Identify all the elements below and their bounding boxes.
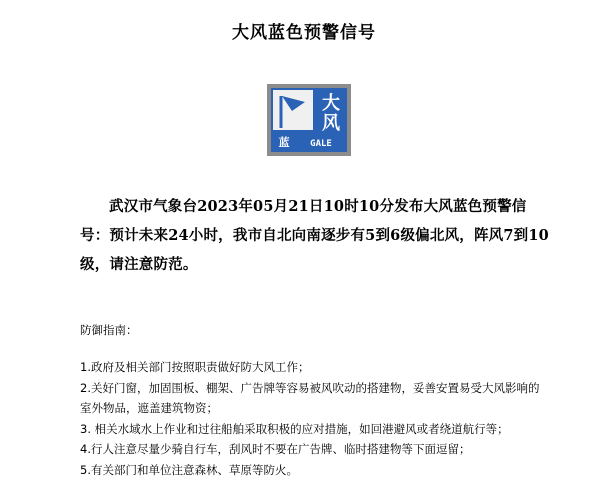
guide-item: 1.政府及相关部门按照职责做好防大风工作； (80, 360, 310, 374)
warning-announcement: 武汉市气象台2023年05月21日10时10分发布大风蓝色预警信号：预计未来24小时，我市自北向南逐步有5到6级偏北风，阵风7到10级，请注意防范。 (80, 198, 549, 273)
icon-char-da: 大 (322, 93, 340, 114)
icon-english-label: GALE (310, 139, 332, 149)
icon-char-feng: 风 (322, 113, 340, 134)
guide-list (80, 357, 540, 480)
icon-color-char: 蓝 (278, 136, 290, 149)
guide-item: 3. 相关水域水上作业和过往船舶采取积极的应对措施，如回港避风或者绕道航行等； (80, 421, 509, 436)
page-title: 大风蓝色预警信号 (232, 23, 376, 43)
guide-item: 4.行人注意尽量少骑自行车，刮风时不要在广告牌、临时搭建物等下面逗留； (80, 442, 471, 456)
guide-item: 2.关好门窗，加固围板、棚架、广告牌等容易被风吹动的搭建物，妥善安置易受大风影响的室外物品，遮盖建筑物资； (80, 380, 540, 415)
gale-blue-warning-icon (267, 84, 351, 156)
guide-header: 防御指南： (80, 323, 138, 337)
guide-item: 5.有关部门和单位注意森林、草原等防火。 (80, 462, 298, 477)
